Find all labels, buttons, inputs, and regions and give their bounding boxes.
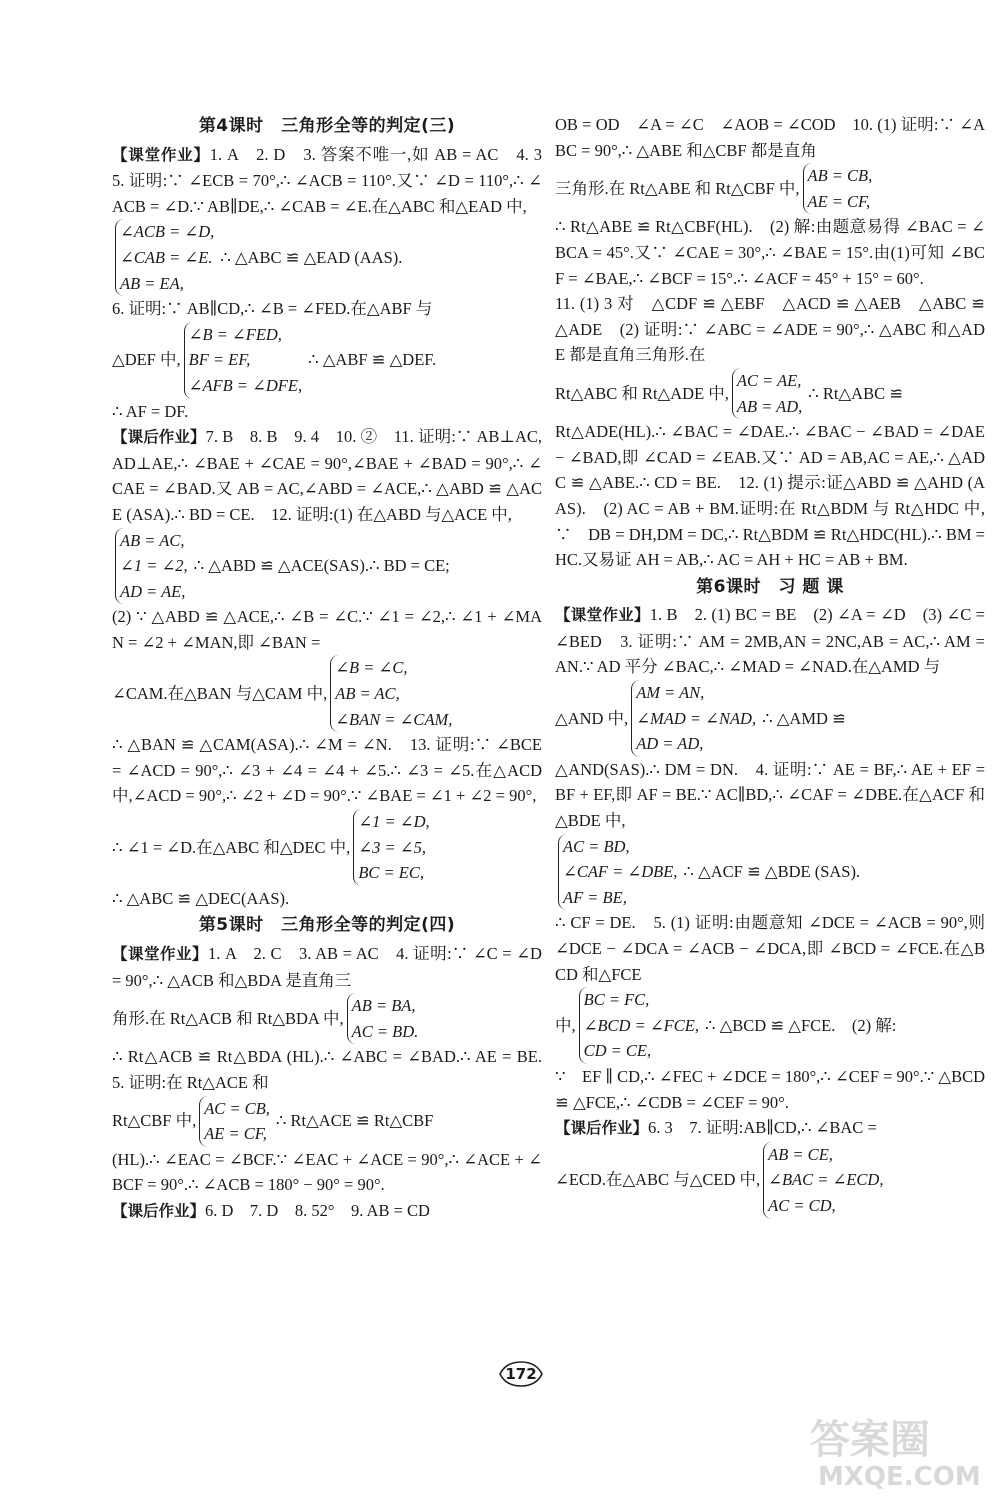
equation-system: ∠CAM.在△BAN 与△CAM 中, ∠B = ∠C, AB = AC, ∠BAN = ∠CAM,: [112, 655, 542, 732]
answer-paragraph: Rt△ADE(HL).∴ ∠BAC = ∠DAE.∴ ∠BAC − ∠BAD = ∠DAE − ∠BAD,即 ∠CAD = ∠EAB.又∵ AD = AB,AC = AE,∴ △ADC ≌ △ABE.∴ CD = BE. 12. (1) 提示:证△ABD ≌ △AHD (AAS). (2) AC = AB + BM.证明:在 Rt△BDM 与 Rt△HDC 中,∵ DB = DH,DM = DC,∴ Rt△BDM ≌ Rt△HDC(HL).∴ BM = HC.又易证 AH = AB,∴ AC = AH + HC = AB + BM.: [555, 422, 985, 570]
section-title: 第6课时 习 题 课: [696, 576, 844, 597]
answer-paragraph: (HL).∴ ∠EAC = ∠BCF.∵ ∠EAC + ∠ACE = 90°,∴ ∠ACE + ∠BCF = 90°.∴ ∠ACB = 180° − 90° = 90°.: [112, 1149, 542, 1195]
answer-paragraph: △AND(SAS).∴ DM = DN. 4. 证明:∵ AE = BF,∴ AE + EF = BF + EF,即 AF = BE.∵ AC∥BD,∴ ∠CAF = ∠DBE.在△ACF 和△BDE 中,: [555, 759, 985, 831]
brace-group: AC = AE, AB = AD,: [732, 368, 802, 419]
svg-text:答案圈: 答案圈: [810, 1417, 930, 1463]
equation-system: AC = BD, ∠CAF = ∠DBE, AF = BE, ∴ △ACF ≌ △BDE (SAS).: [555, 834, 985, 911]
answer-paragraph: 【课后作业】7. B 8. B 9. 4 10. ② 11. 证明:∵ AB⊥AC,AD⊥AE,∴ ∠BAE + ∠CAE = 90°,∠BAE + ∠BAD = 90°,∴ ∠CAE = ∠BAD.又 AB = AC,∠ABD = ∠ACE,∴ △ABD ≌ △ACE (ASA).∴ BD = CE. 12. 证明:(1) 在△ABD 与△ACE 中,: [112, 427, 542, 524]
brace-group: BC = FC, ∠BCD = ∠FCE, CD = CE,: [579, 987, 699, 1064]
homework-label: 【课后作业】: [112, 428, 206, 447]
answer-paragraph: ∴ AF = DF.: [112, 401, 189, 421]
answer-paragraph: 【课堂作业】1. A 2. C 3. AB = AC 4. 证明:∵ ∠C = ∠D = 90°,∴ △ACB 和△BDA 是直角三: [112, 944, 542, 990]
equation-system: ∠ECD.在△ABC 与△CED 中, AB = CE, ∠BAC = ∠ECD, AC = CD,: [555, 1142, 985, 1219]
answer-paragraph: ∵ EF ∥ CD,∴ ∠FEC + ∠DCE = 180°,∴ ∠CEF = 90°.∵ △BCD ≌ △FCE,∴ ∠CDB = ∠CEF = 90°.: [555, 1066, 986, 1112]
brace-group: ∠1 = ∠D, ∠3 = ∠5, BC = EC,: [353, 809, 429, 886]
page-number: 172: [505, 1365, 537, 1383]
brace-group: AB = CB, AE = CF,: [803, 163, 873, 214]
equation-system: Rt△ABC 和 Rt△ADE 中, AC = AE, AB = AD, ∴ Rt△ABC ≌: [555, 368, 985, 419]
answer-paragraph: 6. 证明:∵ AB∥CD,∴ ∠B = ∠FED.在△ABF 与: [112, 299, 433, 319]
brace-group: AB = BA, AC = BD.: [347, 993, 419, 1044]
brace-group: AC = CB, AE = CF,: [199, 1096, 270, 1147]
homework-label: 【课后作业】: [112, 1201, 206, 1220]
svg-text:MXQE.COM: MXQE.COM: [818, 1462, 981, 1492]
equation-system: ∠ACB = ∠D, ∠CAB = ∠E. AB = EA, ∴ △ABC ≌ △EAD (AAS).: [112, 219, 542, 296]
watermark-icon: [800, 1405, 990, 1495]
answer-paragraph: ∴ Rt△ABE ≌ Rt△CBF(HL). (2) 解:由题意易得 ∠BAC = ∠BCA = 45°.又∵ ∠CAE = 30°,∴ ∠BAE = 15°.由(1)可知 ∠BCF = ∠BAE,∴ ∠BCF = 15°.∴ ∠ACF = 45° + 15° = 60°.: [555, 217, 985, 288]
answer-paragraph: ∴ Rt△ACB ≌ Rt△BDA (HL).∴ ∠ABC = ∠BAD.∴ AE = BE. 5. 证明:在 Rt△ACE 和: [112, 1047, 559, 1092]
equation-system: AB = AC, ∠1 = ∠2, AD = AE, ∴ △ABD ≌ △ACE(SAS).∴ BD = CE;: [112, 528, 542, 605]
homework-label: 【课后作业】: [555, 1119, 649, 1138]
classwork-label: 【课堂作业】: [112, 145, 210, 164]
section-title: 第4课时 三角形全等的判定(三): [198, 116, 456, 136]
equation-system: 角形.在 Rt△ACB 和 Rt△BDA 中, AB = BA, AC = BD.: [112, 993, 542, 1044]
answer-paragraph: (2) ∵ △ABD ≌ △ACE,∴ ∠B = ∠C.∵ ∠1 = ∠2,∴ ∠1 + ∠MAN = ∠2 + ∠MAN,即 ∠BAN =: [112, 607, 542, 652]
equation-system: 三角形.在 Rt△ABE 和 Rt△CBF 中, AB = CB, AE = CF,: [555, 163, 985, 214]
brace-group: AC = BD, ∠CAF = ∠DBE, AF = BE,: [558, 834, 677, 911]
left-column: [112, 112, 559, 1225]
equation-system: △AND 中, AM = AN, ∠MAD = ∠NAD, AD = AD, ∴ △AMD ≌: [555, 680, 985, 757]
answer-paragraph: OB = OD ∠A = ∠C ∠AOB = ∠COD 10. (1) 证明:∵ ∠ABC = 90°,∴ △ABE 和△CBF 都是直角: [555, 115, 985, 160]
answer-paragraph: ∴ △ABC ≌ △DEC(AAS).: [112, 888, 290, 908]
equation-system: Rt△CBF 中, AC = CB, AE = CF, ∴ Rt△ACE ≌ Rt△CBF: [112, 1096, 542, 1147]
answer-paragraph: 【课堂作业】1. A 2. D 3. 答案不唯一,如 AB = AC 4. 3 5. 证明:∵ ∠ECB = 70°,∴ ∠ACB = 110°.又∵ ∠D = 110°,∴ ∠ACB = ∠D.∵ AB∥DE,∴ ∠CAB = ∠E.在△ABC 和△EAD 中,: [112, 144, 559, 216]
answer-paragraph: ∴ CF = DE. 5. (1) 证明:由题意知 ∠DCE = ∠ACB = 90°,则 ∠DCE − ∠DCA = ∠ACB − ∠DCA,即 ∠BCD = ∠FCE.在△BCD 和△FCE: [555, 913, 985, 984]
equation-system: ∴ ∠1 = ∠D.在△ABC 和△DEC 中, ∠1 = ∠D, ∠3 = ∠5, BC = EC,: [112, 809, 542, 886]
answer-paragraph: 【课堂作业】1. B 2. (1) BC = BE (2) ∠A = ∠D (3) ∠C = ∠BED 3. 证明:∵ AM = 2MB,AN = 2NC,AB = AC,∴ AM = AN.∵ AD 平分 ∠BAC,∴ ∠MAD = ∠NAD.在△AMD 与: [555, 605, 985, 677]
brace-group: AB = CE, ∠BAC = ∠ECD, AC = CD,: [763, 1142, 883, 1219]
brace-group: ∠ACB = ∠D, ∠CAB = ∠E. AB = EA,: [115, 219, 214, 296]
right-column: [555, 112, 985, 1219]
brace-group: AM = AN, ∠MAD = ∠NAD, AD = AD,: [631, 680, 756, 757]
answer-paragraph: ∴ △BAN ≌ △CAM(ASA).∴ ∠M = ∠N. 13. 证明:∵ ∠BCE = ∠ACD = 90°,∴ ∠3 + ∠4 = ∠4 + ∠5.∴ ∠3 = ∠5.在△ACD 中,∠ACD = 90°,∴ ∠2 + ∠D = 90°.∵ ∠BAE = ∠1 + ∠2 = 90°,: [112, 735, 542, 806]
watermark-logo: [800, 1405, 990, 1495]
equation-system: 中, BC = FC, ∠BCD = ∠FCE, CD = CE, ∴ △BCD ≌ △FCE. (2) 解:: [555, 987, 985, 1064]
answer-paragraph: 【课后作业】6. 3 7. 证明:AB∥CD,∴ ∠BAC =: [555, 1118, 877, 1138]
answer-paragraph: 【课后作业】6. D 7. D 8. 52° 9. AB = CD: [112, 1200, 430, 1220]
answer-paragraph: 11. (1) 3 对 △CDF ≌ △EBF △ACD ≌ △AEB △ABC ≌ △ADE (2) 证明:∵ ∠ABC = ∠ADE = 90°,∴ △ABC 和△ADE 都是直角三角形.在: [555, 294, 985, 365]
brace-group: AB = AC, ∠1 = ∠2, AD = AE,: [115, 528, 188, 605]
classwork-label: 【课堂作业】: [555, 606, 650, 625]
brace-group: ∠B = ∠FED, BF = EF, ∠AFB = ∠DFE,: [184, 322, 302, 399]
equation-system: △DEF 中, ∠B = ∠FED, BF = EF, ∠AFB = ∠DFE, ∴ △ABF ≌ △DEF.: [112, 322, 542, 399]
section-title: 第5课时 三角形全等的判定(四): [198, 915, 456, 936]
page-number-badge: [498, 1360, 544, 1388]
brace-group: ∠B = ∠C, AB = AC, ∠BAN = ∠CAM,: [330, 655, 452, 732]
classwork-label: 【课堂作业】: [112, 945, 209, 963]
